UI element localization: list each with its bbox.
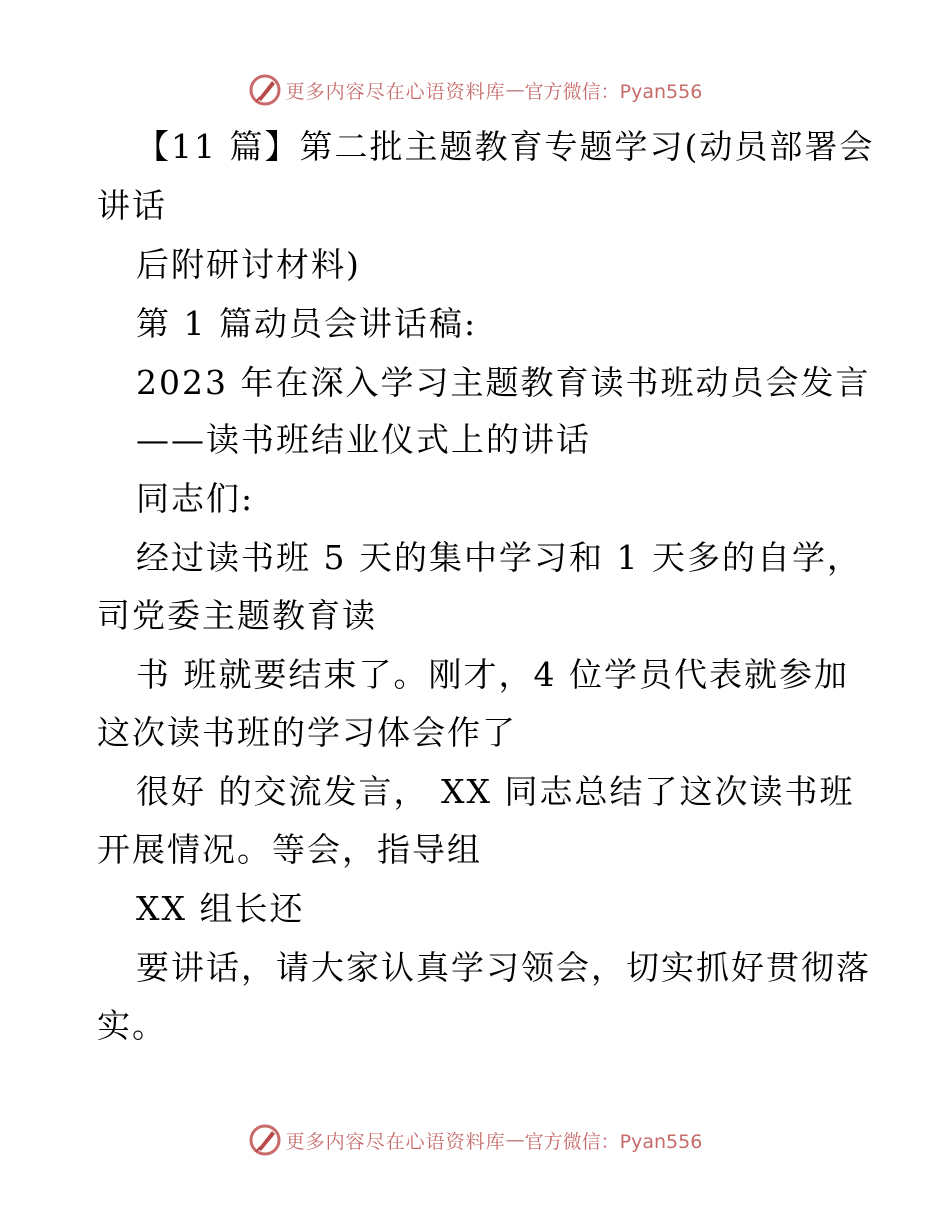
paragraph-line: 开展情况。等会，指导组 <box>97 830 482 869</box>
watermark-text: 更多内容尽在心语资料库 <box>285 1130 506 1153</box>
watermark-separator: — <box>505 1129 525 1151</box>
watermark-separator: — <box>505 79 525 101</box>
paragraph-line: 要讲话，请大家认真学习领会，切实抓好贯彻落 <box>136 948 871 987</box>
watermark-account: 官方微信：Pyan556 <box>524 80 703 103</box>
paragraph-line: 很好 的交流发言， XX 同志总结了这次读书班 <box>136 772 855 811</box>
title-line-2: 讲话 <box>97 186 167 225</box>
paragraph-line: 实。 <box>97 1006 167 1045</box>
quill-logo-icon <box>248 73 282 107</box>
speech-subtitle: ——读书班结业仪式上的讲话 <box>136 420 591 459</box>
watermark-account: 官方微信：Pyan556 <box>524 1130 703 1153</box>
section-heading: 第 1 篇动员会讲话稿: <box>136 304 478 343</box>
paragraph-line: 司党委主题教育读 <box>97 596 377 635</box>
salutation: 同志们: <box>136 479 255 518</box>
footer-watermark <box>0 1122 950 1158</box>
paragraph-line: 书 班就要结束了。刚才，4 位学员代表就参加 <box>136 655 849 694</box>
title-line-1: 【11 篇】第二批主题教育专题学习(动员部署会 <box>136 127 875 166</box>
subtitle-line: 后附研讨材料) <box>136 245 361 284</box>
paragraph-line: 经过读书班 5 天的集中学习和 1 天多的自学， <box>136 538 862 577</box>
paragraph-line: 这次读书班的学习体会作了 <box>97 713 517 752</box>
paragraph-line: XX 组长还 <box>136 889 305 928</box>
speech-title: 2023 年在深入学习主题教育读书班动员会发言 <box>136 363 871 402</box>
quill-logo-icon <box>248 1123 282 1157</box>
watermark-text: 更多内容尽在心语资料库 <box>285 80 506 103</box>
header-watermark <box>0 72 950 108</box>
